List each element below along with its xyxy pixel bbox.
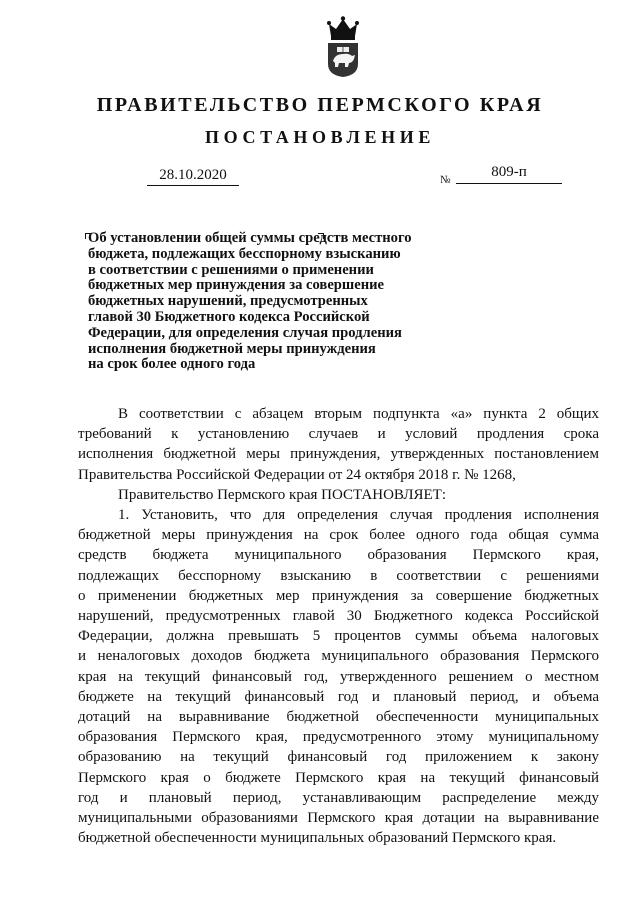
body-line: и неналоговых доходов бюджета муниципального образования Пермского bbox=[78, 648, 599, 665]
body-line: В соответствии с абзацем вторым подпункта «а» пункта 2 общих bbox=[118, 406, 599, 422]
government-title: ПРАВИТЕЛЬСТВО ПЕРМСКОГО КРАЯ bbox=[96, 94, 544, 116]
document-subject bbox=[88, 231, 448, 373]
body-line: бюджетной меры принуждения на срок более одного года общая сумма bbox=[78, 527, 599, 544]
body-line: муниципальными образованиями Пермского края дотации на выравнивание bbox=[78, 810, 599, 827]
body-line: бюджетной обеспеченности муниципальных образований Пермского края. bbox=[78, 830, 557, 847]
body-line: Пермского края о бюджете Пермского края на текущий финансовый bbox=[78, 769, 599, 786]
subject-line: бюджетных мер принуждения за совершение bbox=[88, 277, 385, 294]
body-line: о применении бюджетных мер принуждения за совершение бюджетных bbox=[78, 587, 599, 604]
body-line: 1. Установить, что для определения случая продления исполнения bbox=[118, 507, 599, 524]
body-line: дотаций на выравнивание бюджетной обеспеченности муниципальных bbox=[78, 709, 599, 726]
subject-line: главой 30 Бюджетного кодекса Российской bbox=[88, 308, 370, 325]
body-line: Федерации, должна превышать 5 процентов суммы объема налоговых bbox=[78, 628, 599, 645]
subject-line: Об установлении общей суммы средств местного bbox=[88, 230, 412, 246]
document-number: 809-п bbox=[456, 164, 562, 184]
body-line: образования Пермского края, предусмотренного этому муниципальному bbox=[78, 729, 599, 746]
body-line: образованию на текущий финансовый год приложением к закону bbox=[78, 749, 599, 766]
body-line: год и плановый период, устанавливающим распределение между bbox=[78, 789, 599, 806]
body-line: подлежащих бесспорному взысканию в соответствии с решениями bbox=[78, 567, 599, 584]
body-line: нарушений, предусмотренных главой 30 Бюджетного кодекса Российской bbox=[78, 608, 599, 625]
subject-line: на срок более одного года bbox=[88, 356, 256, 373]
body-line: Правительства Российской Федерации от 24 октября 2018 г. № 1268, bbox=[78, 466, 516, 483]
body-line: бюджете на текущий финансовый год и плановый период, и объема bbox=[78, 688, 599, 705]
body-line: края на текущий финансовый год, утвержденного решением о местном bbox=[78, 668, 599, 685]
body-line: требований к установлению случаев и условий продления срока bbox=[78, 426, 599, 443]
document-date: 28.10.2020 bbox=[147, 167, 239, 186]
body-line: Правительство Пермского края ПОСТАНОВЛЯЕТ: bbox=[118, 486, 447, 503]
number-label: № bbox=[440, 174, 451, 186]
subject-line: Федерации, для определения случая продления bbox=[88, 324, 402, 341]
document-body bbox=[78, 404, 599, 848]
coat-of-arms-icon bbox=[325, 16, 361, 78]
body-line: исполнения бюджетной меры принуждения, утвержденных постановлением bbox=[78, 446, 599, 463]
document-type: ПОСТАНОВЛЕНИЕ bbox=[205, 127, 435, 147]
subject-line: исполнения бюджетной меры принуждения bbox=[88, 340, 376, 357]
body-line: средств бюджета муниципального образования Пермского края, bbox=[78, 547, 599, 564]
subject-line: в соответствии с решениями о применении bbox=[88, 261, 374, 278]
subject-line: бюджета, подлежащих бесспорному взысканию bbox=[88, 245, 401, 262]
subject-line: бюджетных нарушений, предусмотренных bbox=[88, 293, 368, 310]
